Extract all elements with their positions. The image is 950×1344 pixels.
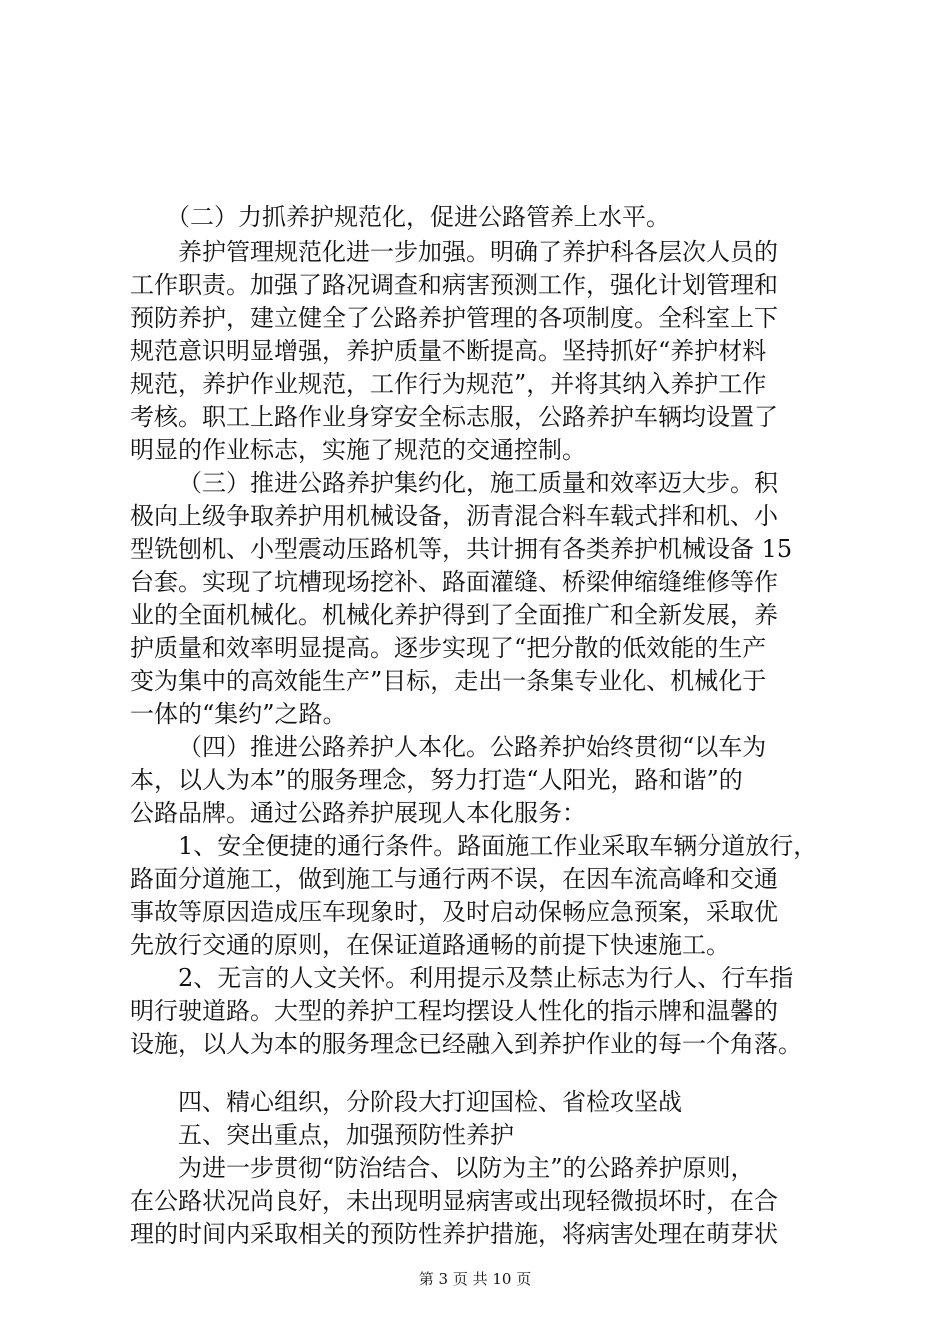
paragraph-line: 变为集中的高效能生产”目标，走出一条集专业化、机械化于 bbox=[130, 667, 767, 695]
paragraph-line: 工作职责。加强了路况调查和病害预测工作，强化计划管理和 bbox=[130, 271, 778, 299]
paragraph-line: 明显的作业标志，实施了规范的交通控制。 bbox=[130, 436, 586, 464]
paragraph-line: 在公路状况尚良好，未出现明显病害或出现轻微损坏时，在合 bbox=[130, 1187, 778, 1215]
paragraph-line: （四）推进公路养护人本化。公路养护始终贯彻“以车为 bbox=[178, 733, 767, 761]
paragraph-line: 本，以人为本”的服务理念，努力打造“人阳光，路和谐”的 bbox=[130, 766, 743, 794]
page-number-footer: 第 3 页 共 10 页 bbox=[418, 1270, 532, 1288]
paragraph-line: 台套。实现了坑槽现场挖补、路面灌缝、桥梁伸缩缝维修等作 bbox=[130, 568, 778, 596]
paragraph-line: 公路品牌。通过公路养护展现人本化服务： bbox=[130, 799, 586, 827]
paragraph-line: 路面分道施工，做到施工与通行两不误，在因车流高峰和交通 bbox=[130, 865, 778, 893]
paragraph-line: 业的全面机械化。机械化养护得到了全面推广和全新发展，养 bbox=[130, 601, 778, 629]
paragraph-line: 设施，以人为本的服务理念已经融入到养护作业的每一个角落。 bbox=[130, 1030, 802, 1058]
paragraph-line: 理的时间内采取相关的预防性养护措施，将病害处理在萌芽状 bbox=[130, 1220, 778, 1248]
heading-line: （二）力抓养护规范化，促进公路管养上水平。 bbox=[166, 203, 670, 231]
paragraph-line: 明行驶道路。大型的养护工程均摆设人性化的指示牌和温馨的 bbox=[130, 997, 778, 1025]
paragraph-line: 规范，养护作业规范，工作行为规范”，并将其纳入养护工作 bbox=[130, 370, 767, 398]
section-heading: 五、突出重点，加强预防性养护 bbox=[178, 1121, 514, 1149]
paragraph-line: 先放行交通的原则，在保证道路通畅的前提下快速施工。 bbox=[130, 931, 730, 959]
paragraph-line: 1、安全便捷的通行条件。路面施工作业采取车辆分道放行， bbox=[178, 832, 818, 860]
paragraph-line: （三）推进公路养护集约化，施工质量和效率迈大步。积 bbox=[178, 469, 778, 497]
section-heading: 四、精心组织，分阶段大打迎国检、省检攻坚战 bbox=[178, 1088, 682, 1116]
paragraph-line: 为进一步贯彻“防治结合、以防为主”的公路养护原则， bbox=[178, 1154, 755, 1182]
paragraph-line: 2、无言的人文关怀。利用提示及禁止标志为行人、行车指 bbox=[178, 964, 794, 992]
paragraph-line: 事故等原因造成压车现象时，及时启动保畅应急预案，采取优 bbox=[130, 898, 778, 926]
paragraph-line: 规范意识明显增强，养护质量不断提高。坚持抓好“养护材料 bbox=[130, 337, 767, 365]
paragraph-line: 型铣刨机、小型震动压路机等，共计拥有各类养护机械设备 15 bbox=[130, 535, 793, 563]
paragraph-line: 护质量和效率明显提高。逐步实现了“把分散的低效能的生产 bbox=[130, 634, 767, 662]
paragraph-line: 一体的“集约”之路。 bbox=[130, 700, 347, 728]
paragraph-line: 极向上级争取养护用机械设备，沥青混合料车载式拌和机、小 bbox=[130, 502, 778, 530]
paragraph-line: 养护管理规范化进一步加强。明确了养护科各层次人员的 bbox=[178, 238, 778, 266]
paragraph-line: 考核。职工上路作业身穿安全标志服，公路养护车辆均设置了 bbox=[130, 403, 778, 431]
paragraph-line: 预防养护，建立健全了公路养护管理的各项制度。全科室上下 bbox=[130, 304, 778, 332]
